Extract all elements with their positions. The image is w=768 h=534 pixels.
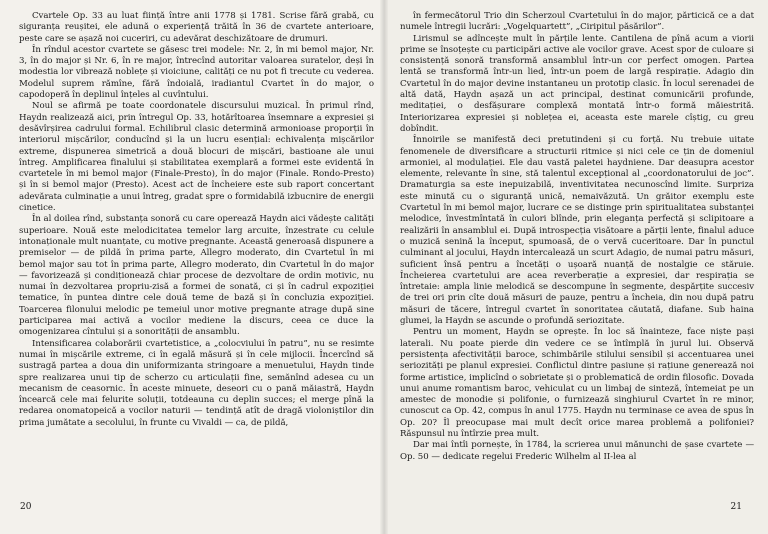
right-page	[384, 0, 768, 534]
page-number: 21	[730, 502, 742, 512]
right-page-text	[400, 11, 754, 463]
paragraph: Noul se afirmă pe toate coordonatele discursului muzical. În primul rînd, Haydn realizează aici, prin întregul Op. 33, hotărîtoarea însemnare a expresiei și desăvîrșirea cadrului formal. Echilibrul clasic determină armonioase proporții în interiorul mișcărilor, conducînd și la un lucru esențial: echivalența mișcărilor extreme, dispunerea simetrică a două blocuri de mișcări, bastioane ale unui întreg. Amplificarea finalului și stabilitatea exemplară a formei este evidentă în cvartetele în mi bemol major (Finale-Presto), în do major (Finale. Rondo-Presto) și în si bemol major (Presto). Acest act de încheiere este sub raport concertant adevărata culminație a unui întreg, gradat spre o formidabilă izbucnire de energii cinetice.	[19, 101, 374, 214]
paragraph: În al doilea rînd, substanța sonoră cu care operează Haydn aici vădește calități superioare. Nouă este melodicitatea temelor larg arcuite, înzestrate cu celule intonaționale mult nuanțate, cu motive pregnante. Această generoasă dispunere a premiselor — de pildă în prima parte, Allegro moderato, din Cvartetul în mi bemol major sau tot în prima parte, Allegro moderato, din Cvartetul în do major — favorizează și condiționează chiar procese de dezvoltare de ordin motivic, nu numai în dezvoltarea propriu-zisă a formei de sonată, ci și în cadrul expoziției tematice, în puntea dintre cele două teme de bază și în concluzia expoziției. Toarcerea filonului melodic pe temeiul unor motive pregnante atrage după sine participarea mai activă a vocilor mediene la discurs, ceea ce duce la omogenizarea cîntului și a sonorității de ansamblu.	[19, 214, 375, 338]
paragraph: Înnoirile se manifestă deci pretutindeni și cu forță. Nu trebuie uitate fenomenele de diversificare a structurii ritmice și nici cele ce țin de domeniul armoniei, al modulației. Ele dau vastă paletei haydniene. Dar deasupra acestor elemente, relevante în sine, stă talentul excepțional al „coordonatorului de joc”. Dramaturgia sa este inepuizabilă, inventivitatea necunoscînd limite. Surpriza este minută cu o siguranță unică, nemaivăzută. Un grăitor exemplu este Cvartetul în mi bemol major, lucrare ce se distinge prin spiritualitatea substanței melodice, învestmîntată în culori blînde, prin eleganța perfectă și sclipitoare a realizării în ansamblul ei. După introspecția visătoare a părții lente, finalul aduce o muzică senină la început, spumoasă, de o vervă cuceritoare. Dar în punctul culminant al jocului, Haydn intercalează un scurt Adagio, de numai patru măsuri, suficient însă pentru a încetăți o ușoară nuanță de nostalgie ce stăruie. Încheierea cvartetului are acea reverberație a expresiei, dar respirația se întretaie: ampla linie melodică se descompune în segmente, despărțite succesiv de trei ori prin cîte două măsuri de pauze, pentru a încheia, din nou după patru măsuri de tăcere, întregul cvartet în sonoritatea căutată, diafane. Sub haina glumei, la Haydn se ascunde o profundă seriozitate.	[400, 135, 754, 327]
paragraph: Dar mai întîi pornește, în 1784, la scrierea unui mănunchi de șase cvartete — Op. 50 — dedicate regelui Frederic Wilhelm al II-lea al	[400, 440, 754, 462]
paragraph: Cvartele Op. 33 au luat ființă între anii 1778 și 1781. Scrise fără grabă, cu siguranța reușitei, ele adună o experiență trăită în 36 de cvartete anterioare, peste care se așază noi cuceriri, cu adevărat deschizătoare de drumuri.	[19, 11, 374, 44]
paragraph: Pentru un moment, Haydn se oprește. În loc să înainteze, face niște pași laterali. Nu poate pierde din vedere ce se întîmplă în jurul lui. Observă persistența afectivității baroce, schimbările stilului sensibil și accentuarea unei seriozități pe planul expresiei. Conflictul dintre pasiune și rațiune generează noi forme artistice, implicînd o sobrietate și o problematică de ordin filosofic. Dovada unui anume romantism baroc, vehiculat cu un limbaj de sinteză, întemeiat pe un amestec de monodie și polifonie, o furnizează singhiurul Cvartet în re minor, cunoscut ca Op. 42, compus în anul 1775. Haydn nu terminase ce avea de spus în Op. 20? Îl preocupase mai mult decît orice marea problemă a polifoniei? Răspunsul nu întîrzie prea mult.	[400, 327, 754, 439]
left-page-text	[19, 11, 374, 429]
paragraph: Intensificarea colaborării cvartetistice, a „colocviului în patru”, nu se resimte numai în mișcările extreme, ci în egală măsură și în cele mijlocii. Încercînd să sustragă partea a doua din uniformizanta stringoare a menuetului, Haydn tinde spre realizarea unui tip de scherzo cu articulații fine, semănînd adesea cu un mecanism de ceasornic. În aceste minuete, deseori cu o pană măiastră, Haydn încearcă cele mai felurite soluții, totdeauna cu deplin succes; el merge pînă la redarea onomatopeică a vocilor naturii — tendință atît de dragă violoniștilor din prima jumătate a secolului, în frunte cu Vivaldi — ca, de pildă,	[19, 338, 374, 428]
paragraph: În rîndul acestor cvartete se găsesc trei modele: Nr. 2, în mi bemol major, Nr. 3, în do major și Nr. 6, în re major, întrecînd autoritar valoarea suratelor, deși în modestia lor vibrează noblețe și vioiciune, calități ce nu pot fi trecute cu vederea. Modelul suprem rămîne, fără îndoială, iradiantul Cvartet în do major, o capodoperă în deplinul înțeles al cuvîntului.	[19, 44, 374, 101]
paragraph: în fermecătorul Trio din Scherzoul Cvartetului în do major, părticică ce a dat numele întregii lucrări: „Vogelquartett”, „Ciripitul păsărilor”.	[400, 11, 754, 33]
page-number: 20	[20, 502, 32, 512]
paragraph: Lirismul se adîncește mult în părțile lente. Cantilena de pînă acum a viorii prime se însoțește cu participări active ale vocilor grave. Acest spor de culoare și consistență sonoră transformă ansamblul într-un cor perfect omogen. Partea lentă se transformă într-un lied, într-un poem de largă respirație. Adagio din Cvartetul în do major devine instantaneu un prototip clasic. În locul serenadei de altă dată, Haydn așază un act principal, destinat comunicării profunde, meditației, o desfășurare complexă montată într-o formă măiestrită. Interiorizarea expresiei și noblețea ei, aceasta este marele cîștig, cu greu dobîndit.	[400, 33, 754, 134]
book-gutter	[380, 0, 388, 534]
